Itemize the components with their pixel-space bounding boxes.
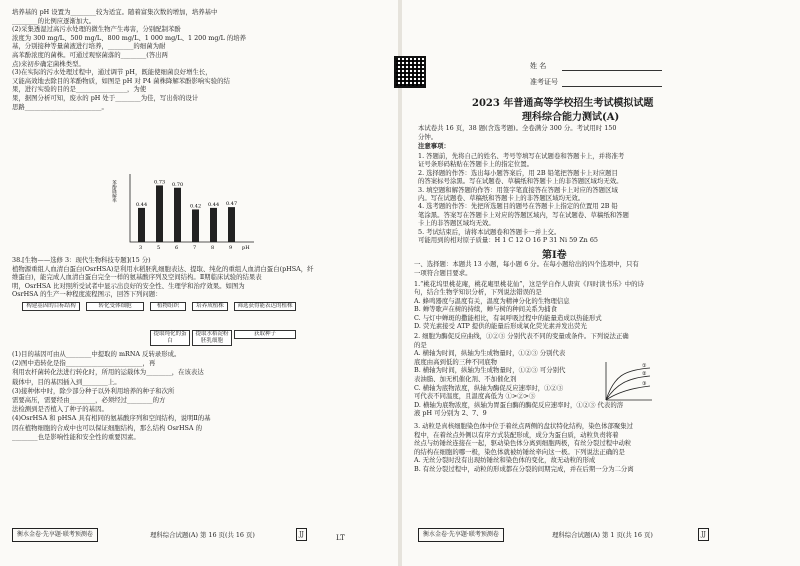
bar-chart	[112, 170, 262, 252]
text-line: 需要高压，需要经由________，必须经过________的方	[12, 396, 166, 404]
text-line: 38.[生物——选修 3：现代生物科技专题](15 分)	[12, 256, 151, 264]
text-line: 法检测到是否植入了种子的基因。	[12, 405, 108, 414]
flow-step: 筛选获得能表达的植株	[234, 302, 296, 311]
text-line: OsrHSA 的生产一种程度流程图示，回答下列问题：	[12, 290, 162, 299]
text-line: 证号条形码粘贴在答题卡上的指定位置。	[418, 160, 534, 169]
text-line: 基，分别接种等量菌液进行培养，________的细菌为耐	[12, 42, 166, 51]
text-line: (3)接种体中时，除少部分种子以外利用培养的种子和次所	[12, 386, 175, 395]
chart-tick-label: 3	[139, 245, 143, 251]
text-line: 3. 动粒是真核细胞染色体中位于着丝点两侧的盘状特化结构，染色体部聚集过	[414, 422, 634, 430]
flow-step: 培养成植株	[192, 302, 228, 311]
text-line: ________也是影响性能和安全性的重要因素。	[12, 432, 140, 441]
text-line: 可能用到的相对原子质量：H 1 C 12 O 16 P 31 Ni 59 Zn 65	[418, 236, 598, 244]
chart-bar	[138, 208, 145, 242]
flow-step: 构建基因的目标结构	[22, 302, 80, 311]
flow-step: 提取纯化的蛋白	[150, 330, 190, 346]
text-line: 的是	[414, 340, 427, 349]
center-mark: LT	[336, 534, 345, 542]
left-page	[0, 0, 398, 566]
right-page	[402, 0, 800, 566]
chart-ylabel: 苯酚降解率	[112, 180, 117, 203]
footer-page-info: 理科综合试题(A) 第 1 页(共 16 页)	[552, 531, 653, 539]
name-label: 姓 名	[530, 62, 547, 70]
chart-bar	[174, 188, 181, 242]
text-line: (2)图中造转化是指________________________，再	[12, 359, 156, 368]
chart-bar	[210, 208, 217, 242]
chart-bar	[156, 185, 163, 242]
chart-tick-label: 7	[193, 245, 197, 251]
text-line: 丝点与纺锤丝连接在一起，驱动染色体分离到细胞两极，有丝分裂过程中动粒	[414, 439, 632, 448]
chart-data-label: 0.42	[190, 203, 202, 210]
footer-page-info: 理科综合试题(A) 第 16 页(共 16 页)	[150, 531, 255, 539]
text-line: 可代表不同温度，且温度高低为 ①>②>③	[414, 392, 536, 401]
chart-data-label: 0.44	[208, 201, 220, 208]
text-line: 表油脂、加无机催化剂、不加催化剂	[414, 375, 517, 383]
text-line: D. 横轴为底物浓度，纵轴为胃蛋白酶的酶促反应速率时，①②③ 代表的溶	[414, 400, 624, 409]
svg-text:②: ②	[642, 371, 647, 377]
text-line: 本试卷共 16 页，38 题(含选考题)。全卷满分 300 分。考试用时 150	[418, 124, 617, 132]
exam-title: 2023 年普通高等学校招生考试模拟试题	[472, 98, 654, 109]
text-line: 一、选择题：本题共 13 小题，每小题 6 分。在每小题给出的四个选项中，只有	[414, 260, 639, 268]
text-line: 程中，在着丝点外侧以有序方式装配形成，成分为蛋白质，动粒负责将着	[414, 430, 619, 439]
text-line: 因在植物细胞的合成中也可以保证细胞结构，那么结构 OsrHSA 的	[12, 423, 202, 432]
text-line: 植物源重组人血清白蛋白(OsrHSA)是利用水稻胚乳细胞表达、提取、纯化的重组人血清白蛋白(pHSA，纤	[12, 264, 314, 273]
text-line: C. 横轴为底物浓度，纵轴为酶促反应速率时，①②③	[414, 383, 564, 392]
text-line: ________的比例应逐渐加大。	[12, 16, 96, 25]
text-line: B. 有丝分裂过程中，动粒的形成都在分裂的间期完成，并在后期一分为二分离	[414, 465, 634, 473]
text-line: (1)目的基因可由从________中提取的 mRNA 反转录形成。	[12, 350, 181, 358]
chart-data-label: 0.73	[154, 179, 166, 186]
text-line: 载体中，目的基因插入到________上。	[12, 377, 121, 386]
chart-data-label: 0.70	[172, 181, 184, 188]
flow-step: 获取种子	[234, 330, 296, 339]
name-line[interactable]	[562, 70, 662, 71]
text-line: 的结构在细胞的哪一极，染色体就被纺锤丝牵向这一极。下列说法正确的是	[414, 447, 625, 456]
text-line: 液 pH 可分别为 2、7、9	[414, 409, 487, 418]
chart-tick-label: 9	[229, 245, 233, 251]
text-line: C. 与灯中蝉斑的撒能相比，有氧呼吸过程中的能量造成以热能形式	[414, 313, 602, 322]
text-line: 的答案标号涂黑。写在试题卷、草稿纸和答题卡上的非答题区域均无效。	[418, 177, 623, 186]
flow-step: 植物组织	[150, 302, 186, 311]
svg-text:①: ①	[642, 363, 647, 369]
svg-text:③: ③	[642, 381, 647, 387]
footer-brand: 衡水金卷·先享题·联考预测卷	[418, 528, 504, 542]
enzyme-curve-graph	[602, 360, 654, 404]
text-line: 1.“桃花坞里桃花庵，桃花庵里桃花仙”，这是学自作人唐寅《四时读书乐》中的诗	[414, 280, 644, 288]
text-line: 利用农杆菌转化法进行转化时，所用的运载体为________，在该表达	[12, 368, 204, 377]
exam-subtitle: 理科综合能力测试(A)	[522, 112, 620, 123]
text-line: A. 无丝分裂时没有出现纺锤丝和染色体的变化，故无动粒的形成	[414, 456, 596, 465]
footer-brand: 衡水金卷·先享题·联考预测卷	[12, 528, 98, 542]
text-line: 思路________________________。	[12, 102, 108, 111]
text-line: A. 横轴为时间，纵轴为生成物量时，①②③ 分别代表	[414, 349, 566, 358]
text-line: 点)来初步确定菌株类型。	[12, 59, 85, 68]
text-line: 2. 选择题的作答：选出每小题答案后，用 2B 铅笔把答题卡上对应题目	[418, 168, 618, 177]
qr-code	[394, 56, 426, 88]
text-line: 果，进行实验的目的是________________，为使	[12, 85, 147, 94]
chart-data-label: 0.47	[226, 201, 238, 208]
page-badge: JJ	[698, 528, 709, 541]
chart-xlabel: pH	[242, 245, 250, 251]
text-line: 笔涂黑。答案写在答题卡上对应的答题区域内，写在试题卷、草稿纸和答题	[418, 210, 629, 219]
page-badge: JJ	[296, 528, 307, 541]
text-line: 3. 填空题和解答题的作答：用签字笔直接答在答题卡上对应的答题区域	[418, 185, 618, 194]
exam-number-line[interactable]	[562, 86, 662, 87]
text-line: 维蛋白)，能完成人血清白蛋白完全一样的氨基酸序列及空间结构。Ⅱ期临床试验的结果表	[12, 273, 262, 282]
chart-tick-label: 5	[157, 245, 161, 251]
chart-bar	[192, 209, 199, 242]
text-line: 又能高效地去除目的苯酚物质，如图是 pH 对 P4 菌株降解苯酚影响实验的结	[12, 76, 230, 85]
text-line: 1. 答题前，先将自己的姓名、考号等填写在试题卷和答题卡上，并将准考	[418, 152, 625, 160]
text-line: D. 荧光素接受 ATP 提供的能量后形成氧化荧光素并发出荧光	[414, 322, 587, 330]
flow-step: 转化受体细胞	[86, 302, 144, 311]
text-line: A. 蜂鸣器度与温度有关，温度为精神分化的生物理信息	[414, 296, 570, 305]
chart-bar	[228, 207, 235, 242]
text-line: 卡上的非答题区域均无效。	[418, 219, 495, 228]
text-line: (4)OsrHSA 和 pHSA 具有相同的氨基酸序列和空间结构，说明Ⅱ的基	[12, 414, 211, 423]
chart-tick-label: 6	[175, 245, 179, 251]
notes-title: 注意事项：	[418, 142, 450, 150]
chart-tick-label: 8	[211, 245, 215, 251]
text-line: 培养基的 pH 设置为________较为适宜。随着富集次数的增加，培养基中	[12, 8, 218, 16]
text-line: 5. 考试结束后，请将本试题卷和答题卡一并上交。	[418, 227, 561, 236]
part-one-heading: 第Ⅰ卷	[542, 250, 567, 261]
chart-data-label: 0.44	[136, 201, 148, 208]
text-line: 明，OsrHSA 比对照所受试者中显示出良好的安全性、生理学和治疗效果。如图为	[12, 281, 245, 290]
text-line: 分钟。	[418, 132, 438, 141]
text-line: 浓度为 300 mg/L、500 mg/L、800 mg/L、1 000 mg/L、1 200 mg/L 的培养	[12, 33, 247, 42]
text-line: B. 蝉等歌声在树的持续，蝉与树的种间关系为捕食	[414, 305, 557, 314]
text-line: 2. 细胞为酶促反应曲线，①②③ 分别代表不同的变量或条件。下列说法正确	[414, 332, 629, 340]
text-line: 底度由高到低的三种不同底物	[414, 357, 498, 366]
text-line: 内。写在试题卷、草稿纸和答题卡上的非答题区域均无效。	[418, 194, 585, 202]
text-line: 一项符合题目要求。	[414, 268, 472, 277]
text-line: B. 横轴为时间，纵轴为生成物量时，①②③ 可分别代	[414, 366, 566, 375]
text-line: 句，结合生物学知识分析，下列说法错误的是	[414, 288, 542, 297]
exam-number-label: 准考证号	[530, 78, 558, 86]
text-line: (3)在实际的污水处理过程中，通过调节 pH，既能使细菌良好增生长，	[12, 68, 212, 77]
text-line: 4. 选考题的作答：先把所选题目的题号在答题卡上指定的位置用 2B 铅	[418, 202, 618, 211]
text-line: (2)采集透湿过高污水处理的微生物产生毒害，分别配制苯酚	[12, 25, 181, 34]
flow-step: 提取水稻淀粉胚乳细胞	[192, 330, 232, 346]
text-line: 高苯酚浓度的菌株。可通过观察菌落的________(答出两	[12, 51, 168, 59]
text-line: 果，据图分析可知，废水的 pH 处于________为佳，写出你的设计	[12, 94, 199, 102]
